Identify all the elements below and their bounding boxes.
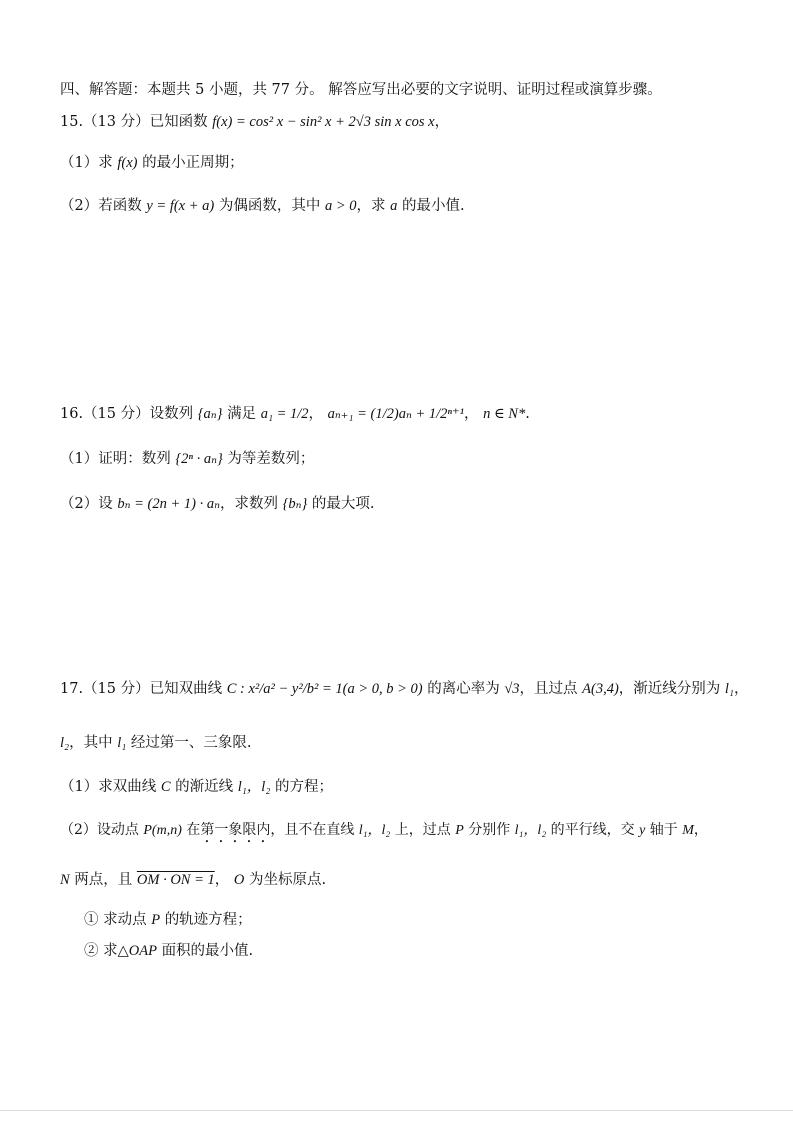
formula: C : x²/a² − y²/b² = 1(a > 0, b > 0) xyxy=(226,681,423,697)
formula: A(3,4) xyxy=(582,681,619,697)
part-text: 两点，且 xyxy=(74,872,133,888)
formula: a₁ = 1/2 xyxy=(260,406,309,422)
question-17-sub-2 xyxy=(84,941,773,961)
formula: bₙ = (2n + 1) · aₙ xyxy=(117,496,220,512)
formula: P(m,n) xyxy=(143,823,182,838)
formula: f(x) = cos² x − sin² x + 2√3 sin x cos x xyxy=(212,114,435,130)
question-label: 15.（13 分）已知函数 xyxy=(60,114,208,130)
formula: y xyxy=(639,823,646,838)
formula: O xyxy=(233,872,245,888)
question-15-stem xyxy=(60,112,773,132)
formula: f(x) xyxy=(117,155,138,171)
question-label: 17.（15 分）已知双曲线 xyxy=(60,681,223,697)
part-text: （2）设动点 xyxy=(60,822,139,838)
formula: l₁ xyxy=(724,681,734,697)
section-heading: 四、解答题：本题共 5 小题，共 77 分。 解答应写出必要的文字说明、证明过程或演算步骤。 xyxy=(60,82,662,98)
part-text: （2）设 xyxy=(60,496,113,512)
question-16-part-1 xyxy=(60,449,773,469)
part-text: 为偶函数，其中 xyxy=(218,198,321,214)
part-text: 经过第一、三象限. xyxy=(130,735,252,751)
part-text: 的轨迹方程； xyxy=(164,912,252,928)
page-bottom-edge xyxy=(0,1110,793,1111)
part-text: ， xyxy=(693,822,708,838)
part-text: ，且不在直线 xyxy=(270,822,355,838)
part-text: ，求 xyxy=(356,198,386,214)
formula: OM · ON = 1 xyxy=(136,872,215,888)
part-text: （1）求双曲线 xyxy=(60,779,157,795)
formula: P xyxy=(455,823,464,838)
part-text: 上，过点 xyxy=(394,822,451,838)
part-text: （2）若函数 xyxy=(60,198,142,214)
question-17-stem-cont xyxy=(60,733,773,753)
question-15-part-2 xyxy=(60,196,773,216)
part-text: 轴于 xyxy=(649,822,678,838)
part-text: 为坐标原点. xyxy=(248,872,327,888)
part-text: ， xyxy=(214,872,230,888)
formula: y = f(x + a) xyxy=(146,198,215,214)
formula: l₁，l₂ xyxy=(358,823,391,838)
formula: N xyxy=(60,872,70,888)
part-text: 面积的最小值. xyxy=(161,943,254,959)
formula: M xyxy=(682,823,694,838)
formula: P xyxy=(151,912,161,928)
question-label: 16.（15 分）设数列 xyxy=(60,406,194,422)
punctuation: ， xyxy=(434,114,450,130)
part-text: ① 求动点 xyxy=(84,912,147,928)
formula: l₁ xyxy=(117,735,127,751)
formula: n ∈ N* xyxy=(483,406,526,422)
emphasized-text: 第一象限内 xyxy=(200,822,271,838)
part-text: ，渐近线分别为 xyxy=(618,681,721,697)
question-17-part-2 xyxy=(60,820,773,846)
formula: {2ⁿ · aₙ} xyxy=(175,451,223,467)
part-text: 的最小值. xyxy=(401,198,465,214)
part-text: 的平行线，交 xyxy=(550,822,635,838)
formula: a > 0 xyxy=(324,198,357,214)
part-text: 的渐近线 xyxy=(175,779,234,795)
formula: C xyxy=(160,779,171,795)
formula: l₁，l₂ xyxy=(237,779,271,795)
formula: {aₙ} xyxy=(197,406,223,422)
part-text: （1）求 xyxy=(60,155,113,171)
part-text: 在 xyxy=(186,822,201,838)
part-text: 的最小正周期； xyxy=(142,155,244,171)
question-17-stem: 17.（15 分）已知双曲线 C : x²/a² − y²/b² = 1(a > 0, b > 0) 的离心率为 √3，且过点 A(3,4)，渐近线分别为 l₁， xyxy=(60,681,749,697)
part-text: （1）证明：数列 xyxy=(60,451,171,467)
part-text: 为等差数列； xyxy=(227,451,315,467)
question-16-part-2 xyxy=(60,494,773,514)
question-16-stem: 16.（15 分）设数列 {aₙ} 满足 a₁ = 1/2， aₙ₊₁ = (1/2)aₙ + 1/2ⁿ⁺¹， n ∈ N*. xyxy=(60,406,530,422)
question-17-sub-1 xyxy=(84,910,773,930)
part-text: ② 求△ xyxy=(84,943,129,959)
part-text: 的最大项. xyxy=(311,496,375,512)
part-text: 满足 xyxy=(227,406,257,422)
formula: OAP xyxy=(128,943,157,959)
part-text: 的离心率为 xyxy=(427,681,500,697)
question-17-part-1 xyxy=(60,777,773,797)
part-text: 分别作 xyxy=(468,822,511,838)
formula: aₙ₊₁ = (1/2)aₙ + 1/2ⁿ⁺¹ xyxy=(327,406,464,422)
part-text: ，求数列 xyxy=(219,496,278,512)
formula: √3 xyxy=(504,681,520,697)
formula: l₁，l₂ xyxy=(514,823,547,838)
part-text: ，其中 xyxy=(69,735,113,751)
part-text: 的方程； xyxy=(274,779,333,795)
part-text: ，且过点 xyxy=(519,681,578,697)
formula: {bₙ} xyxy=(282,496,308,512)
question-15-part-1 xyxy=(60,153,773,173)
formula: l₂ xyxy=(60,735,70,751)
question-17-part-2-cont xyxy=(60,870,773,890)
formula: a xyxy=(390,198,398,214)
